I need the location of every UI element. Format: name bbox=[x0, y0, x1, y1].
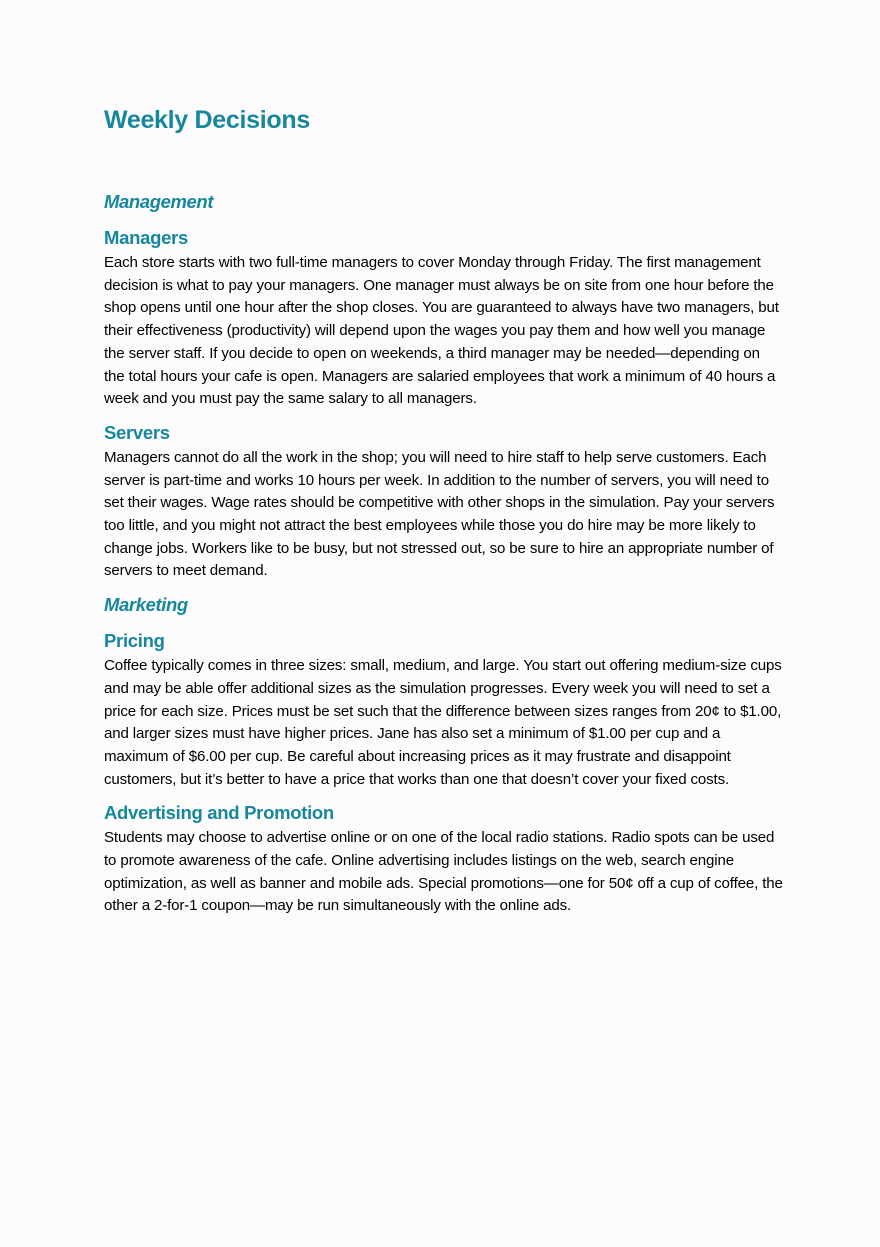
document-page bbox=[104, 104, 784, 928]
paragraph-servers: Managers cannot do all the work in the shop; you will need to hire staff to help serve customers. Each server is part-time and works 10 hours per week. In addition to the number of servers, you will need to set their wages. Wage rates should be competitive with other shops in the simulation. Pay your servers too little, and you might not attract the best employees while those you do hire may be more likely to change jobs. Workers like to be busy, but not stressed out, so be sure to hire an appropriate number of servers to meet demand. bbox=[104, 448, 775, 580]
subsection-heading-managers: Managers bbox=[104, 227, 188, 248]
subsection-pricing bbox=[104, 629, 784, 791]
subsection-heading-pricing: Pricing bbox=[104, 630, 165, 652]
paragraph-pricing: Coffee typically comes in three sizes: small, medium, and large. You start out offering medium-size cups and may be able offer additional sizes as the simulation progresses. Every week you will need to set a price for each size. Prices must be set such that the difference between sizes ranges from 20¢ to $1.00, and larger sizes must have higher prices. Jane has also set a minimum of $1.00 per cup and a maximum of $6.00 per cup. Be careful about increasing prices as it may frustrate and disappoint customers, but it’s better to have a price that works than one that doesn’t cover your fixed costs. bbox=[104, 657, 782, 788]
subsection-advertising bbox=[104, 801, 784, 918]
section-marketing bbox=[104, 593, 784, 918]
section-heading-management: Management bbox=[104, 191, 214, 212]
page-title: Weekly Decisions bbox=[104, 106, 310, 134]
section-heading-marketing: Marketing bbox=[104, 594, 188, 616]
paragraph-advertising: Students may choose to advertise online or on one of the local radio stations. Radio spots can be used to promote awareness of the cafe. Online advertising includes listings on the web, search engine optimization, as well as banner and mobile ads. Special promotions—one for 50¢ off a cup of coffee, the other a 2-for-1 coupon—may be run simultaneously with the online ads. bbox=[104, 829, 783, 915]
subsection-managers bbox=[104, 226, 784, 411]
subsection-heading-servers: Servers bbox=[104, 421, 170, 443]
section-management bbox=[104, 190, 784, 583]
subsection-heading-advertising: Advertising and Promotion bbox=[104, 802, 334, 824]
paragraph-managers: Each store starts with two full-time managers to cover Monday through Friday. The first management decision is what to pay your managers. One manager must always be on site from one hour before the shop opens until one hour after the shop closes. You are guaranteed to always have two managers, but their effectiveness (productivity) will depend upon the wages you pay them and how well you manage the server staff. If you decide to open on weekends, a third manager may be needed—depending on the total hours your cafe is open. Managers are salaried employees that work a minimum of 40 hours a week and you must pay the same salary to all managers. bbox=[104, 254, 779, 408]
subsection-servers bbox=[104, 421, 784, 583]
